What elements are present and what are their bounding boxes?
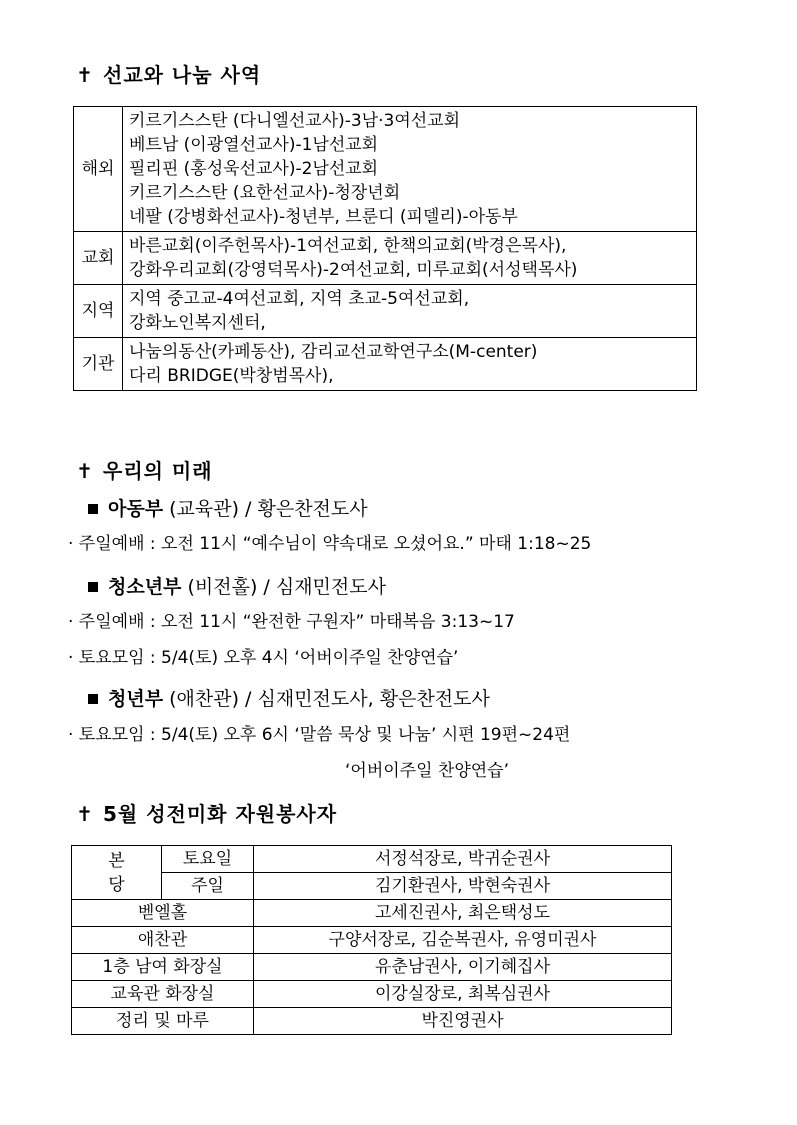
table-row (72, 846, 672, 873)
cross-icon: ✝ (76, 63, 94, 87)
category-cell: 교회 (74, 232, 123, 285)
schedule-line: · 토요모임 : 5/4(토) 오후 4시 ‘어버이주일 찬양연습’ (68, 648, 459, 668)
names-cell: 박진영권사 (254, 1008, 672, 1035)
place-cell: 교육관 화장실 (72, 981, 254, 1008)
table-row (72, 981, 672, 1008)
square-bullet-icon (88, 694, 98, 704)
list-item: 다리 BRIDGE(박창범목사), (129, 366, 334, 386)
mission-section-title (75, 63, 261, 87)
department-heading (88, 687, 490, 711)
table-row (72, 900, 672, 927)
names-cell: 이강실장로, 최복심권사 (254, 981, 672, 1008)
department-name: 아동부 (108, 498, 164, 520)
table-row (74, 338, 697, 391)
list-item: 바른교회(이주헌목사)-1여선교회, 한책의교회(박경은목사), (129, 236, 567, 256)
content-cell (123, 285, 697, 338)
department-heading (88, 497, 368, 521)
table-row (72, 927, 672, 954)
names-cell: 김기환권사, 박현숙권사 (254, 873, 672, 900)
table-row (74, 107, 697, 232)
department-leader: / 심재민전도사, 황은찬전도사 (245, 688, 490, 710)
list-item: 베트남 (이광열선교사)-1남선교회 (129, 135, 379, 155)
schedule-line: · 토요모임 : 5/4(토) 오후 6시 ‘말씀 묵상 및 나눔’ 시편 19편~24편 (68, 725, 571, 745)
department-heading (88, 575, 386, 599)
names-cell: 서정석장로, 박귀순권사 (254, 846, 672, 873)
category-cell: 기관 (74, 338, 123, 391)
future-title-text: 우리의 미래 (103, 459, 213, 483)
names-cell: 구양서장로, 김순복권사, 유영미권사 (254, 927, 672, 954)
cross-icon: ✝ (76, 459, 94, 483)
category-cell: 해외 (74, 107, 123, 232)
cross-icon: ✝ (76, 802, 94, 826)
schedule-line: · 주일예배 : 오전 11시 “예수님이 약속대로 오셨어요.” 마태 1:18~25 (68, 534, 592, 554)
list-item: 강화노인복지센터, (129, 313, 266, 333)
square-bullet-icon (88, 504, 98, 514)
volunteer-table (71, 845, 672, 1035)
department-place: (비전홀) (187, 576, 258, 598)
table-row (74, 232, 697, 285)
list-item: 나눔의동산(카페동산), 감리교선교학연구소(M-center) (129, 342, 538, 362)
square-bullet-icon (88, 582, 98, 592)
department-name: 청소년부 (108, 576, 182, 598)
future-section-title (75, 459, 213, 483)
department-leader: / 심재민전도사 (263, 576, 386, 598)
main-hall-label: 당 (108, 874, 125, 895)
department-name: 청년부 (108, 688, 164, 710)
schedule-line: · 주일예배 : 오전 11시 “완전한 구원자” 마태복음 3:13~17 (68, 612, 515, 632)
table-row (74, 285, 697, 338)
main-hall-label: 본 (108, 850, 125, 871)
list-item: 키르기스스탄 (요한선교사)-청장년회 (129, 183, 401, 203)
department-place: (교육관) (169, 498, 239, 520)
place-cell: 애찬관 (72, 927, 254, 954)
volunteers-title-text: 5월 성전미화 자원봉사자 (103, 802, 338, 826)
content-cell (123, 338, 697, 391)
names-cell: 고세진권사, 최은택성도 (254, 900, 672, 927)
department-leader: / 황은찬전도사 (245, 498, 368, 520)
names-cell: 유춘남권사, 이기혜집사 (254, 954, 672, 981)
place-cell: 벧엘홀 (72, 900, 254, 927)
table-row (72, 1008, 672, 1035)
content-cell (123, 232, 697, 285)
mission-title-text: 선교와 나눔 사역 (103, 63, 262, 87)
department-place: (애찬관) (169, 688, 239, 710)
category-cell: 지역 (74, 285, 123, 338)
place-cell: 정리 및 마루 (72, 1008, 254, 1035)
volunteers-section-title (75, 802, 337, 826)
list-item: 키르기스스탄 (다니엘선교사)-3남·3여선교회 (129, 111, 461, 131)
main-hall-cell (72, 846, 162, 900)
list-item: 강화우리교회(강영덕목사)-2여선교회, 미루교회(서성택목사) (129, 260, 578, 280)
table-row (72, 954, 672, 981)
list-item: 네팔 (강병화선교사)-청년부, 브룬디 (피델리)-아동부 (129, 207, 518, 227)
place-cell: 토요일 (162, 846, 254, 873)
content-cell (123, 107, 697, 232)
table-row (72, 873, 672, 900)
list-item: 필리핀 (홍성욱선교사)-2남선교회 (129, 159, 379, 179)
list-item: 지역 중고교-4여선교회, 지역 초교-5여선교회, (129, 289, 470, 309)
mission-table (73, 106, 697, 391)
place-cell: 주일 (162, 873, 254, 900)
schedule-continuation: ‘어버이주일 찬양연습’ (345, 761, 510, 781)
place-cell: 1층 남여 화장실 (72, 954, 254, 981)
